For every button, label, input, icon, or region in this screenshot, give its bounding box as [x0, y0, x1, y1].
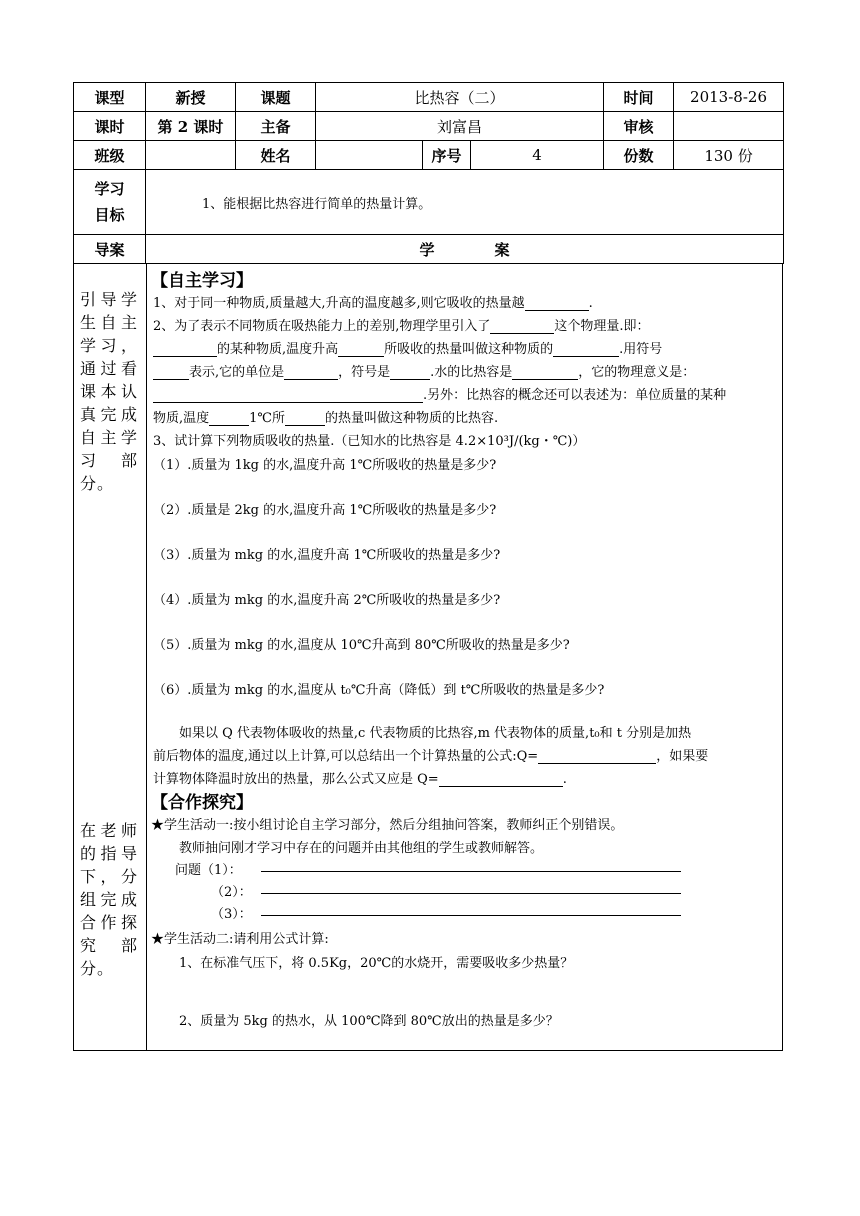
question-2-line5: 物质,温度 1℃所 的热量叫做这种物质的比热容. — [153, 411, 499, 426]
review-label: 审核 — [604, 112, 674, 141]
time-label: 时间 — [604, 83, 674, 112]
name-value — [316, 141, 423, 170]
activity-2: ★学生活动二:请利用公式计算: — [151, 932, 329, 947]
class-value — [146, 141, 236, 170]
topic-value: 比热容（二） — [316, 83, 604, 112]
name-label: 姓名 — [236, 141, 316, 170]
seat-value: 4 — [471, 141, 604, 170]
main-section — [73, 264, 783, 1051]
sub-question-4: （4）.质量为 mkg 的水,温度升高 2℃所吸收的热量是多少? — [153, 593, 501, 608]
sub-question-3: （3）.质量为 mkg 的水,温度升高 1℃所吸收的热量是多少? — [153, 548, 501, 563]
question-2-line3: 表示,它的单位是 ，符号是 .水的比热容是 ，它的物理意义是： — [153, 361, 695, 380]
activity-1: ★学生活动一:按小组讨论自主学习部分，然后分组抽问答案，教师纠正个别错误。 — [151, 818, 624, 833]
author-value: 刘富昌 — [316, 112, 604, 141]
header-table — [73, 82, 784, 264]
seat-label: 序号 — [423, 141, 471, 170]
question-2-line1: 2、为了表示不同物质在吸热能力上的差别,物理学里引入了 这个物理量.即： — [153, 319, 650, 334]
self-study-guide: 引导学生自主学习，通过看课本认真完成自主学习部分。 — [80, 290, 138, 493]
topic-label: 课题 — [236, 83, 316, 112]
formula-para-line1: 如果以 Q 代表物体吸收的热量,c 代表物质的比热容,m 代表物体的质量,t₀和 t 分别是加热 — [179, 726, 692, 741]
plan-column — [147, 264, 782, 1050]
coop-guide: 在老师的指导下，分组完成合作探究部分。 — [80, 821, 138, 978]
question-2-line2: 的某种物质,温度升高 所吸收的热量叫做这种物质的 .用符号 — [153, 338, 662, 357]
copies-label: 份数 — [604, 141, 674, 170]
period-value: 第 2 课时 — [146, 112, 236, 141]
objective-text: 1、能根据比热容进行简单的热量计算。 — [146, 170, 784, 235]
problem-3-label: （3）： — [211, 907, 252, 922]
type-value: 新授 — [146, 83, 236, 112]
author-label: 主备 — [236, 112, 316, 141]
type-label: 课型 — [74, 83, 146, 112]
objective-label-line2: 目标 — [94, 206, 125, 224]
problem-1-line[interactable] — [261, 870, 681, 872]
sub-question-5: （5）.质量为 mkg 的水,温度从 10℃升高到 80℃所吸收的热量是多少? — [153, 638, 570, 653]
calc-question-2: 2、质量为 5kg 的热水，从 100℃降到 80℃放出的热量是多少？ — [179, 1014, 559, 1029]
sub-question-2: （2）.质量是 2kg 的水,温度升高 1℃所吸收的热量是多少? — [153, 503, 497, 518]
sub-question-1: （1）.质量为 1kg 的水,温度升高 1℃所吸收的热量是多少? — [153, 458, 497, 473]
sub-question-6: （6）.质量为 mkg 的水,温度从 t₀℃升高（降低）到 t℃所吸收的热量是多少? — [153, 683, 605, 698]
guide-column — [74, 264, 147, 1050]
copies-value: 130 份 — [674, 141, 784, 170]
period-label: 课时 — [74, 112, 146, 141]
question-1: 1、对于同一种物质,质量越大,升高的温度越多,则它吸收的热量越 . — [153, 296, 593, 311]
problem-2-label: （2）： — [211, 885, 252, 900]
lesson-plan-document — [73, 82, 783, 1051]
question-3: 3、试计算下列物质吸收的热量.（已知水的比热容是 4.2×10³J/(kg・℃)） — [153, 434, 586, 449]
formula-para-line2: 前后物体的温度,通过以上计算,可以总结出一个计算热量的公式:Q= ，如果要 — [153, 749, 709, 764]
calc-question-1: 1、在标准气压下，将 0.5Kg，20℃的水烧开，需要吸收多少热量？ — [179, 956, 574, 971]
problem-1-label: 问题（1）： — [175, 863, 242, 878]
review-value — [674, 112, 784, 141]
activity-1-note: 教师抽问刚才学习中存在的问题并由其他组的学生或教师解答。 — [179, 841, 544, 856]
objective-label-line1: 学习 — [94, 180, 125, 198]
problem-3-line[interactable] — [261, 914, 681, 916]
time-value: 2013-8-26 — [674, 83, 784, 112]
self-study-heading: 【自主学习】 — [151, 271, 253, 291]
formula-para-line3: 计算物体降温时放出的热量，那么公式又应是 Q= . — [153, 772, 567, 787]
plan-label: 学 案 — [146, 235, 784, 264]
coop-heading: 【合作探究】 — [151, 793, 253, 813]
question-2-line4: .另外：比热容的概念还可以表述为：单位质量的某种 — [153, 384, 726, 403]
objective-label — [74, 170, 146, 235]
problem-2-line[interactable] — [261, 892, 681, 894]
guide-label: 导案 — [74, 235, 146, 264]
class-label: 班级 — [74, 141, 146, 170]
